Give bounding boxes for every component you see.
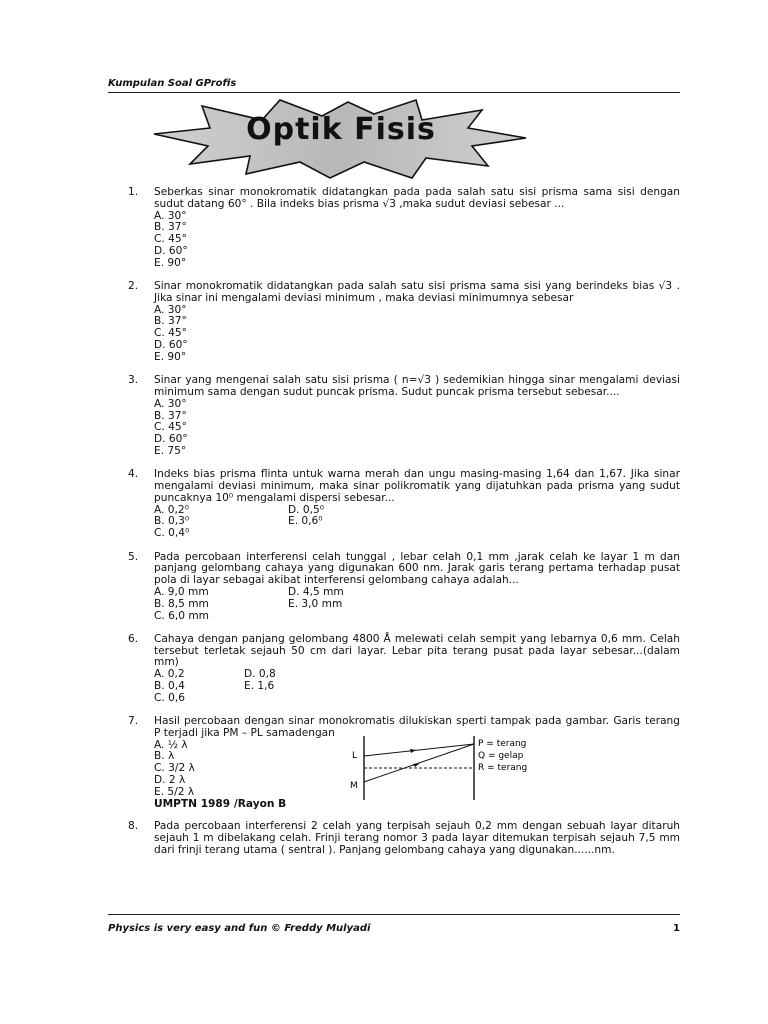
label-L: L [352, 750, 358, 761]
option-a: A. 30° [154, 209, 187, 222]
question-list [128, 187, 680, 868]
option-list [154, 669, 680, 704]
question-text: Indeks bias prisma flinta untuk warna merah dan ungu masing-masing 1,64 dan 1,67. Jika sinar mengalami deviasi minimum, maka sinar polikromatik yang dijatuhkan pada prisma yang sudut puncaknya 10⁰ mengalami dispersi sebesar... [154, 468, 680, 504]
option-d: D. 60° [154, 244, 188, 257]
question-7-body [154, 740, 680, 810]
option-b: B. 0,4 [154, 679, 185, 692]
option-e: E. 0,6⁰ [288, 515, 323, 528]
option-row [154, 611, 680, 623]
option-c: C. 45° [154, 421, 187, 434]
option-e: E. 90° [154, 350, 187, 363]
option-c: C. 45° [154, 233, 187, 246]
option-b: B. 37° [154, 221, 187, 234]
question-3 [128, 375, 680, 458]
option-a: A. 30° [154, 303, 187, 316]
option-e: E. 5/2 λ [154, 785, 195, 798]
question-number: 7. [128, 715, 139, 728]
option-row [154, 587, 680, 599]
option-row [154, 599, 680, 611]
question-4 [128, 469, 680, 540]
question-8 [128, 821, 680, 856]
question-number: 4. [128, 468, 139, 481]
option-d: D. 60° [154, 433, 188, 446]
option-d: D. 4,5 mm [288, 585, 344, 598]
option-a: A. 9,0 mm [154, 585, 209, 598]
arrow-head-L [410, 749, 416, 753]
option-row [154, 693, 680, 705]
option-a: A. 0,2⁰ [154, 503, 189, 516]
label-M: M [350, 780, 358, 791]
option-e: E. 90° [154, 256, 187, 269]
banner-title: Optik Fisis [246, 112, 436, 147]
question-number: 2. [128, 280, 139, 293]
option-c: C. 6,0 mm [154, 609, 209, 622]
option-a: A. 0,2 [154, 668, 185, 681]
question-text: Hasil percobaan dengan sinar monokromatis dilukiskan sperti tampak pada gambar. Garis terang P terjadi jika PM – PL samadengan [154, 715, 680, 739]
option-list [154, 211, 680, 270]
option-c: C. 0,6 [154, 691, 185, 704]
question-text: Sinar monokromatik didatangkan pada salah satu sisi prisma sama sisi yang berindeks bias √3 . Jika sinar ini mengalami deviasi minimum , maka deviasi minimumnya sebesar [154, 280, 680, 304]
option-row [154, 681, 680, 693]
question-5 [128, 552, 680, 623]
option-list [154, 399, 680, 458]
header-divider [108, 92, 680, 93]
question-6 [128, 634, 680, 705]
legend-Q: Q = gelap [478, 750, 524, 761]
option-c: C. 3/2 λ [154, 762, 195, 775]
option-a: A. 30° [154, 397, 187, 410]
option-d: D. 0,5⁰ [288, 503, 324, 516]
option-b: B. λ [154, 750, 175, 763]
question-text: Pada percobaan interferensi celah tunggal , lebar celah 0,1 mm ,jarak celah ke layar 1 m dan panjang gelombang cahaya yang digunakan 600 nm. Jarak garis terang pertama terhadap pusat pola di layar sebagai akibat interferensi gelombang cahaya adalah... [154, 550, 680, 587]
question-number: 3. [128, 374, 139, 387]
option-e: E. 3,0 mm [288, 597, 343, 610]
option-b: B. 37° [154, 315, 187, 328]
option-list [154, 587, 680, 622]
option-list [154, 505, 680, 540]
option-b: B. 8,5 mm [154, 597, 209, 610]
option-b: B. 0,3⁰ [154, 515, 190, 528]
option-row [154, 528, 680, 540]
question-number: 1. [128, 186, 139, 198]
question-text: Pada percobaan interferensi 2 celah yang terpisah sejauh 0,2 mm dengan sebuah layar ditaruh sejauh 1 m dibelakang celah. Frinji terang nomor 3 pada layar ditemukan terpisah sejauh 7,5 mm dari frinji terang utama ( sentral ). Panjang gelombang cahaya yang digunakan......nm. [154, 820, 680, 856]
option-a: A. ½ λ [154, 738, 188, 751]
question-text: Seberkas sinar monokromatik didatangkan pada pada salah satu sisi prisma sama sisi dengan sudut datang 60° . Bila indeks bias prisma √3 ,maka sudut deviasi sebesar ... [154, 186, 680, 210]
option-b: B. 37° [154, 409, 187, 422]
option-row [154, 669, 680, 681]
option-row [154, 505, 680, 517]
page-number: 1 [673, 923, 680, 934]
option-row [154, 516, 680, 528]
header-title: Kumpulan Soal GProfis [108, 78, 237, 89]
option-list [154, 740, 286, 811]
option-c: C. 45° [154, 327, 187, 340]
question-2 [128, 281, 680, 364]
question-number: 6. [128, 632, 139, 645]
question-number: 5. [128, 550, 139, 563]
question-7 [128, 716, 680, 810]
option-e: E. 75° [154, 444, 187, 457]
legend-R: R = terang [478, 762, 528, 773]
option-list [154, 305, 680, 364]
arrow-head-M [413, 763, 420, 767]
option-d: D. 0,8 [244, 668, 276, 681]
legend-P: P = terang [478, 738, 527, 749]
question-1 [128, 187, 680, 270]
option-d: D. 60° [154, 339, 188, 352]
question-number: 8. [128, 820, 139, 833]
question-text: Cahaya dengan panjang gelombang 4800 Å melewati celah sempit yang lebarnya 0,6 mm. Celah tersebut terletak sejauh 50 cm dari layar. Lebar pita terang pusat pada layar sebesar...(dalam mm) [154, 632, 680, 669]
option-d: D. 2 λ [154, 774, 186, 787]
option-e: E. 1,6 [244, 679, 275, 692]
footer-text: Physics is very easy and fun © Freddy Mulyadi [108, 923, 371, 934]
question-source: UMPTN 1989 /Rayon B [154, 797, 287, 810]
footer-divider [108, 914, 680, 915]
question-text: Sinar yang mengenai salah satu sisi prisma ( n=√3 ) sedemikian hingga sinar mengalami deviasi minimum sama dengan sudut puncak prisma. Sudut puncak prisma tersebut sebesar.... [154, 374, 680, 398]
option-c: C. 0,4⁰ [154, 527, 190, 540]
double-slit-diagram [350, 736, 550, 802]
